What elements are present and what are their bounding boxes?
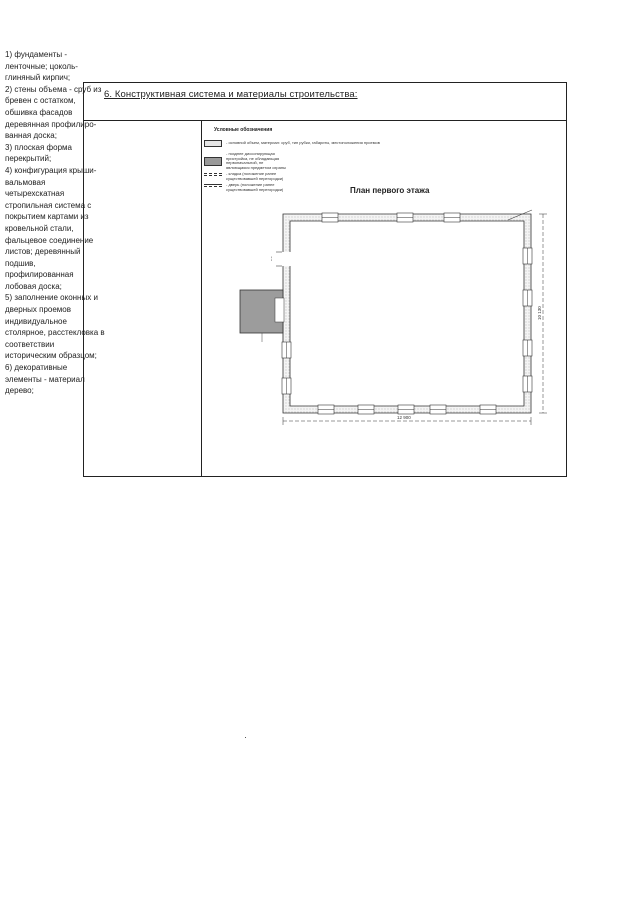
legend-title: Условные обозначения [214, 127, 273, 133]
annex-connector [275, 298, 284, 322]
height-dimension-label: 10 130 [537, 306, 542, 320]
scan-speck [245, 737, 246, 738]
legend-item-label: - дверь (положение ранее существовавшей перегородки) [226, 182, 284, 192]
section-title: 6. Конструктивная система и материалы строительства: [104, 89, 358, 100]
legend-item-label: - кладка (положение ранее существовавшей перегородки) [226, 171, 284, 181]
width-dimension-label: 12 900 [397, 415, 411, 420]
legend-item-label: - позднее диссонирующая пристройка, не обладающая первоначальной, не являющаяся предметом охраны [226, 151, 286, 170]
legend-item-label: - основной объем, материал: сруб, тип рубки, габариты, местоположения проемов [226, 140, 380, 145]
plan-title: План первого этажа [350, 186, 430, 195]
left-wall-door-opening [282, 252, 291, 266]
construction-description: 1) фундаменты - ленточные; цоколь- глиняный кирпич; 2) стены объема - сруб из бревен с остатком, обшивка фасадов деревянная профилиро- ванная доска; 3) плоская форма перекрытий; 4) конфигурация крыши- вальмовая четырехскатная стропильная система с покрытием картами из кровельной стали, фальцевое соединение листов; деревянный подшив, профилированная лобовая доска; 5) заполнение оконных и дверных проемов индивидуальное столярное, расстекловка в соответствии историческим образцом; 6) декоративные элементы - материал дерево; [5, 50, 105, 396]
exterior-walls [283, 214, 531, 413]
door-mark: ¦ [271, 256, 273, 261]
